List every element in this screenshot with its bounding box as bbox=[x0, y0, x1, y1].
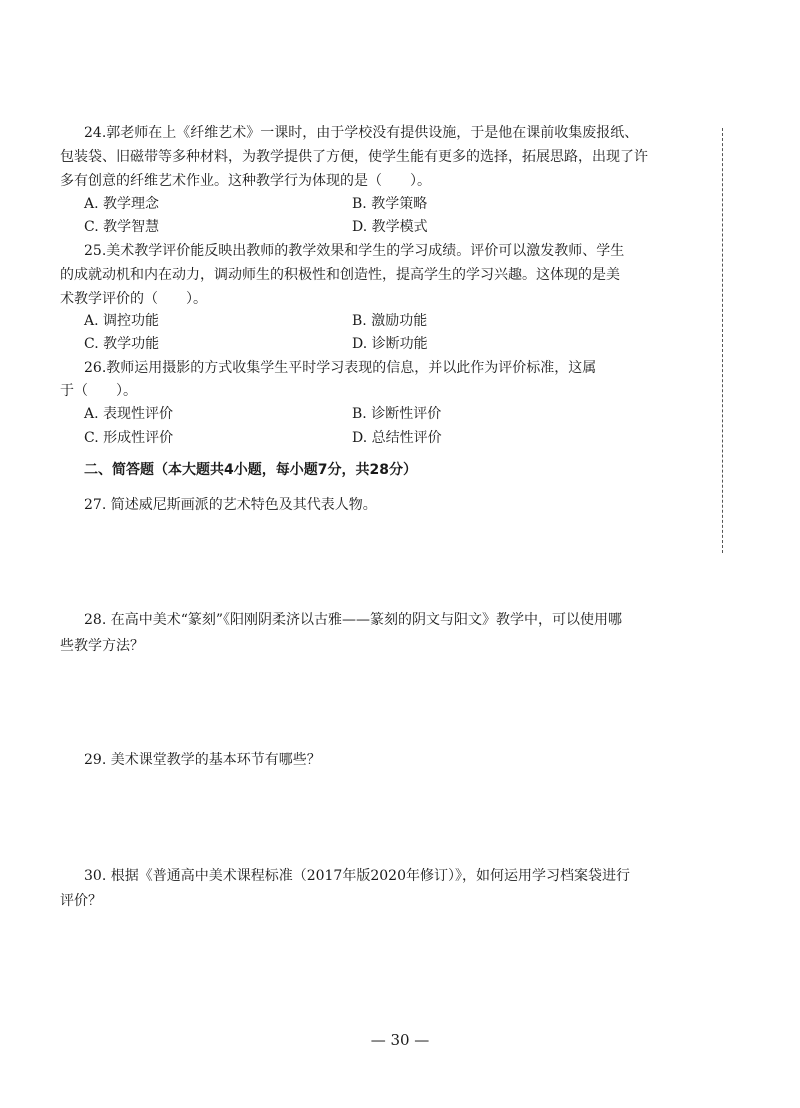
q25-stem-line-2: 的成就动机和内在动力，调动师生的积极性和创造性，提高学生的学习兴趣。这体现的是美 bbox=[60, 267, 620, 283]
q25-option-a: A. 调控功能 bbox=[84, 313, 160, 329]
q24-option-b: B. 教学策略 bbox=[352, 196, 428, 212]
q24-stem-line-1: 24.郭老师在上《纤维艺术》一课时，由于学校没有提供设施，于是他在课前收集废报纸、 bbox=[84, 125, 639, 141]
q24-stem-line-2: 包装袋、旧磁带等多种材料，为教学提供了方便，使学生能有更多的选择，拓展思路，出现了许 bbox=[60, 149, 648, 165]
q26-option-d: D. 总结性评价 bbox=[352, 430, 442, 446]
q28-question-line-2: 些教学方法？ bbox=[60, 638, 144, 654]
q30-question-line-1: 30. 根据《普通高中美术课程标准（2017年版2020年修订）》，如何运用学习档案袋进行 bbox=[84, 868, 630, 884]
q24-stem-line-3: 多有创意的纤维艺术作业。这种教学行为体现的是（ ）。 bbox=[60, 173, 431, 189]
q26-option-a: A. 表现性评价 bbox=[84, 406, 174, 422]
q25-option-d: D. 诊断功能 bbox=[352, 336, 428, 352]
q25-option-b: B. 激励功能 bbox=[352, 313, 428, 329]
q24-option-d: D. 教学模式 bbox=[352, 219, 428, 235]
q25-stem-line-3: 术教学评价的（ ）。 bbox=[60, 291, 207, 307]
q26-stem-line-2: 于（ ）。 bbox=[60, 383, 137, 399]
page-number: — 30 — bbox=[370, 1031, 430, 1049]
q25-option-c: C. 教学功能 bbox=[84, 336, 160, 352]
q26-option-b: B. 诊断性评价 bbox=[352, 406, 442, 422]
q30-question-line-2: 评价？ bbox=[60, 893, 102, 909]
q27-question: 27. 简述威尼斯画派的艺术特色及其代表人物。 bbox=[84, 497, 377, 513]
q26-stem-line-1: 26.教师运用摄影的方式收集学生平时学习表现的信息，并以此作为评价标准，这属 bbox=[84, 360, 597, 376]
q24-option-a: A. 教学理念 bbox=[84, 196, 160, 212]
q25-stem-line-1: 25.美术教学评价能反映出教师的教学效果和学生的学习成绩。评价可以激发教师、学生 bbox=[84, 243, 625, 259]
margin-dashed-rule bbox=[722, 128, 724, 553]
q28-question-line-1: 28. 在高中美术“篆刻”《阳刚阴柔济以古雅——篆刻的阴文与阳文》教学中，可以使用哪 bbox=[84, 612, 623, 628]
q26-option-c: C. 形成性评价 bbox=[84, 430, 174, 446]
section-2-heading: 二、简答题（本大题共4小题，每小题7分，共28分） bbox=[84, 462, 417, 478]
q29-question: 29. 美术课堂教学的基本环节有哪些？ bbox=[84, 752, 321, 768]
q24-option-c: C. 教学智慧 bbox=[84, 219, 160, 235]
